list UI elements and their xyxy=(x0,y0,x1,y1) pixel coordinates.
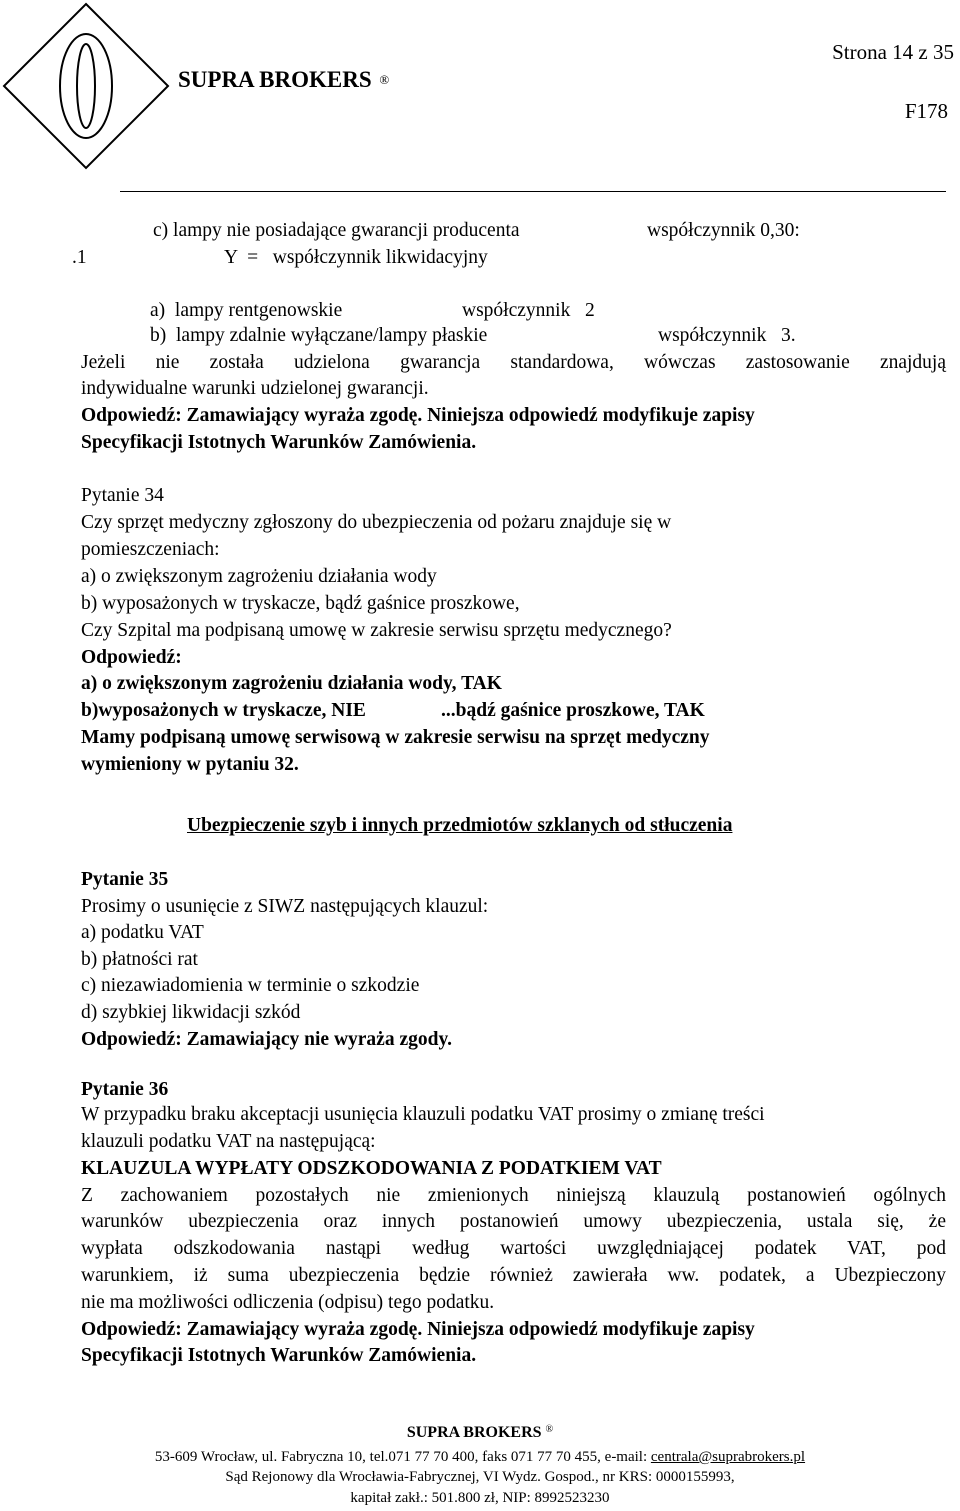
question-35-line4: c) niezawiadomienia w terminie o szkodzie xyxy=(81,975,420,996)
footer-brand xyxy=(0,1424,960,1442)
question-35-line5: d) szybkiej likwidacji szkód xyxy=(81,1002,301,1023)
header-rule xyxy=(120,191,946,192)
question-35-title: Pytanie 35 xyxy=(81,869,169,890)
clause-text-line1: Z zachowaniem pozostałych nie zmienionych niniejszą klauzulą postanowień ogólnych xyxy=(81,1185,946,1206)
warranty-note-line2: indywidualne warunki udzielonej gwarancji. xyxy=(81,378,429,399)
answer-36-line2: Specyfikacji Istotnych Warunków Zamówienia. xyxy=(81,1345,477,1366)
question-34-line5: Czy Szpital ma podpisaną umowę w zakresie serwisu sprzętu medycznego? xyxy=(81,620,672,641)
clause-text-line4: warunkiem, iż suma ubezpieczenia będzie również zawierała ww. podatek, a Ubezpieczony xyxy=(81,1265,946,1286)
footer-capital: kapitał zakł.: 501.800 zł, NIP: 8992523230 xyxy=(350,1490,610,1506)
lamp-a-label: a) lampy rentgenowskie xyxy=(150,300,343,321)
question-36-line2: klauzuli podatku VAT na następującą: xyxy=(81,1131,376,1152)
question-34-line4: b) wyposażonych w tryskacze, bądź gaśnice proszkowe, xyxy=(81,593,520,614)
question-34-title: Pytanie 34 xyxy=(81,485,164,506)
answer-34-line1: a) o zwiększonym zagrożeniu działania wody, TAK xyxy=(81,673,502,694)
question-34-line3: a) o zwiększonym zagrożeniu działania wody xyxy=(81,566,437,587)
footer-registered-mark: ® xyxy=(545,1424,554,1435)
clause-text-line2: warunków ubezpieczenia oraz innych postanowień umowy ubezpieczenia, ustala się, że xyxy=(81,1211,946,1232)
clause-text-line5: nie ma możliwości odliczenia (odpisu) tego podatku. xyxy=(81,1292,495,1313)
footer-address-text: 53-609 Wrocław, ul. Fabryczna 10, tel.071 77 70 400, faks 071 77 70 455, e-mail: xyxy=(154,1449,648,1465)
answer-1-line2: Specyfikacji Istotnych Warunków Zamówienia. xyxy=(81,432,477,453)
y-number: .1 xyxy=(72,247,87,268)
answer-36-line1: Odpowiedź: Zamawiający wyraża zgodę. Niniejsza odpowiedź modyfikuje zapisy xyxy=(81,1319,755,1340)
brand-name: SUPRA BROKERS xyxy=(178,67,372,92)
lamp-c-label: c) lampy nie posiadające gwarancji producenta xyxy=(153,220,520,241)
warranty-note-line1: Jeżeli nie została udzielona gwarancja standardowa, wówczas zastosowanie znajdują xyxy=(81,352,946,373)
question-36-line1: W przypadku braku akceptacji usunięcia klauzuli podatku VAT prosimy o zmianę treści xyxy=(81,1104,765,1125)
page-number: Strona 14 z 35 xyxy=(832,40,954,64)
answer-1-line1: Odpowiedź: Zamawiający wyraża zgodę. Niniejsza odpowiedź modyfikuje zapisy xyxy=(81,405,755,426)
lamp-b-coef: współczynnik 3. xyxy=(658,325,796,346)
question-35-line2: a) podatku VAT xyxy=(81,922,204,943)
answer-35: Odpowiedź: Zamawiający nie wyraża zgody. xyxy=(81,1029,453,1050)
question-34-line2: pomieszczeniach: xyxy=(81,539,220,560)
footer-court: Sąd Rejonowy dla Wrocławia-Fabrycznej, VI Wydz. Gospod., nr KRS: 0000155993, xyxy=(225,1469,735,1485)
section-heading: Ubezpieczenie szyb i innych przedmiotów szklanych od stłuczenia xyxy=(187,815,733,836)
answer-34-line2b: ...bądź gaśnice proszkowe, TAK xyxy=(441,700,705,721)
answer-34-label: Odpowiedź: xyxy=(81,647,182,668)
clause-text-line3: wypłata odszkodowania nastąpi według wartości uwzględniającej podatek VAT, pod xyxy=(81,1238,946,1259)
footer-brand-name: SUPRA BROKERS xyxy=(406,1424,542,1441)
question-36-title: Pytanie 36 xyxy=(81,1079,169,1100)
lamp-c-coef: współczynnik 0,30: xyxy=(647,220,800,241)
header-brand xyxy=(178,64,389,96)
lamp-b-label: b) lampy zdalnie wyłączane/lampy płaskie xyxy=(150,325,488,346)
question-34-line1: Czy sprzęt medyczny zgłoszony do ubezpieczenia od pożaru znajduje się w xyxy=(81,512,672,533)
footer-address xyxy=(0,1448,960,1467)
footer-email-link[interactable]: centrala@suprabrokers.pl xyxy=(650,1449,806,1465)
lamp-a-coef: współczynnik 2 xyxy=(462,300,595,321)
answer-34-line2a: b)wyposażonych w tryskacze, NIE xyxy=(81,700,366,721)
answer-34-line4: wymieniony w pytaniu 32. xyxy=(81,754,299,775)
question-35-line3: b) płatności rat xyxy=(81,949,198,970)
question-35-line1: Prosimy o usunięcie z SIWZ następujących klauzul: xyxy=(81,896,489,917)
answer-34-line3: Mamy podpisaną umowę serwisową w zakresie serwisu na sprzęt medyczny xyxy=(81,727,710,748)
form-code: F178 xyxy=(904,99,948,123)
registered-mark: ® xyxy=(379,72,390,87)
y-definition: Y = współczynnik likwidacyjny xyxy=(224,247,488,268)
clause-title: KLAUZULA WYPŁATY ODSZKODOWANIA Z PODATKIEM VAT xyxy=(81,1158,662,1179)
